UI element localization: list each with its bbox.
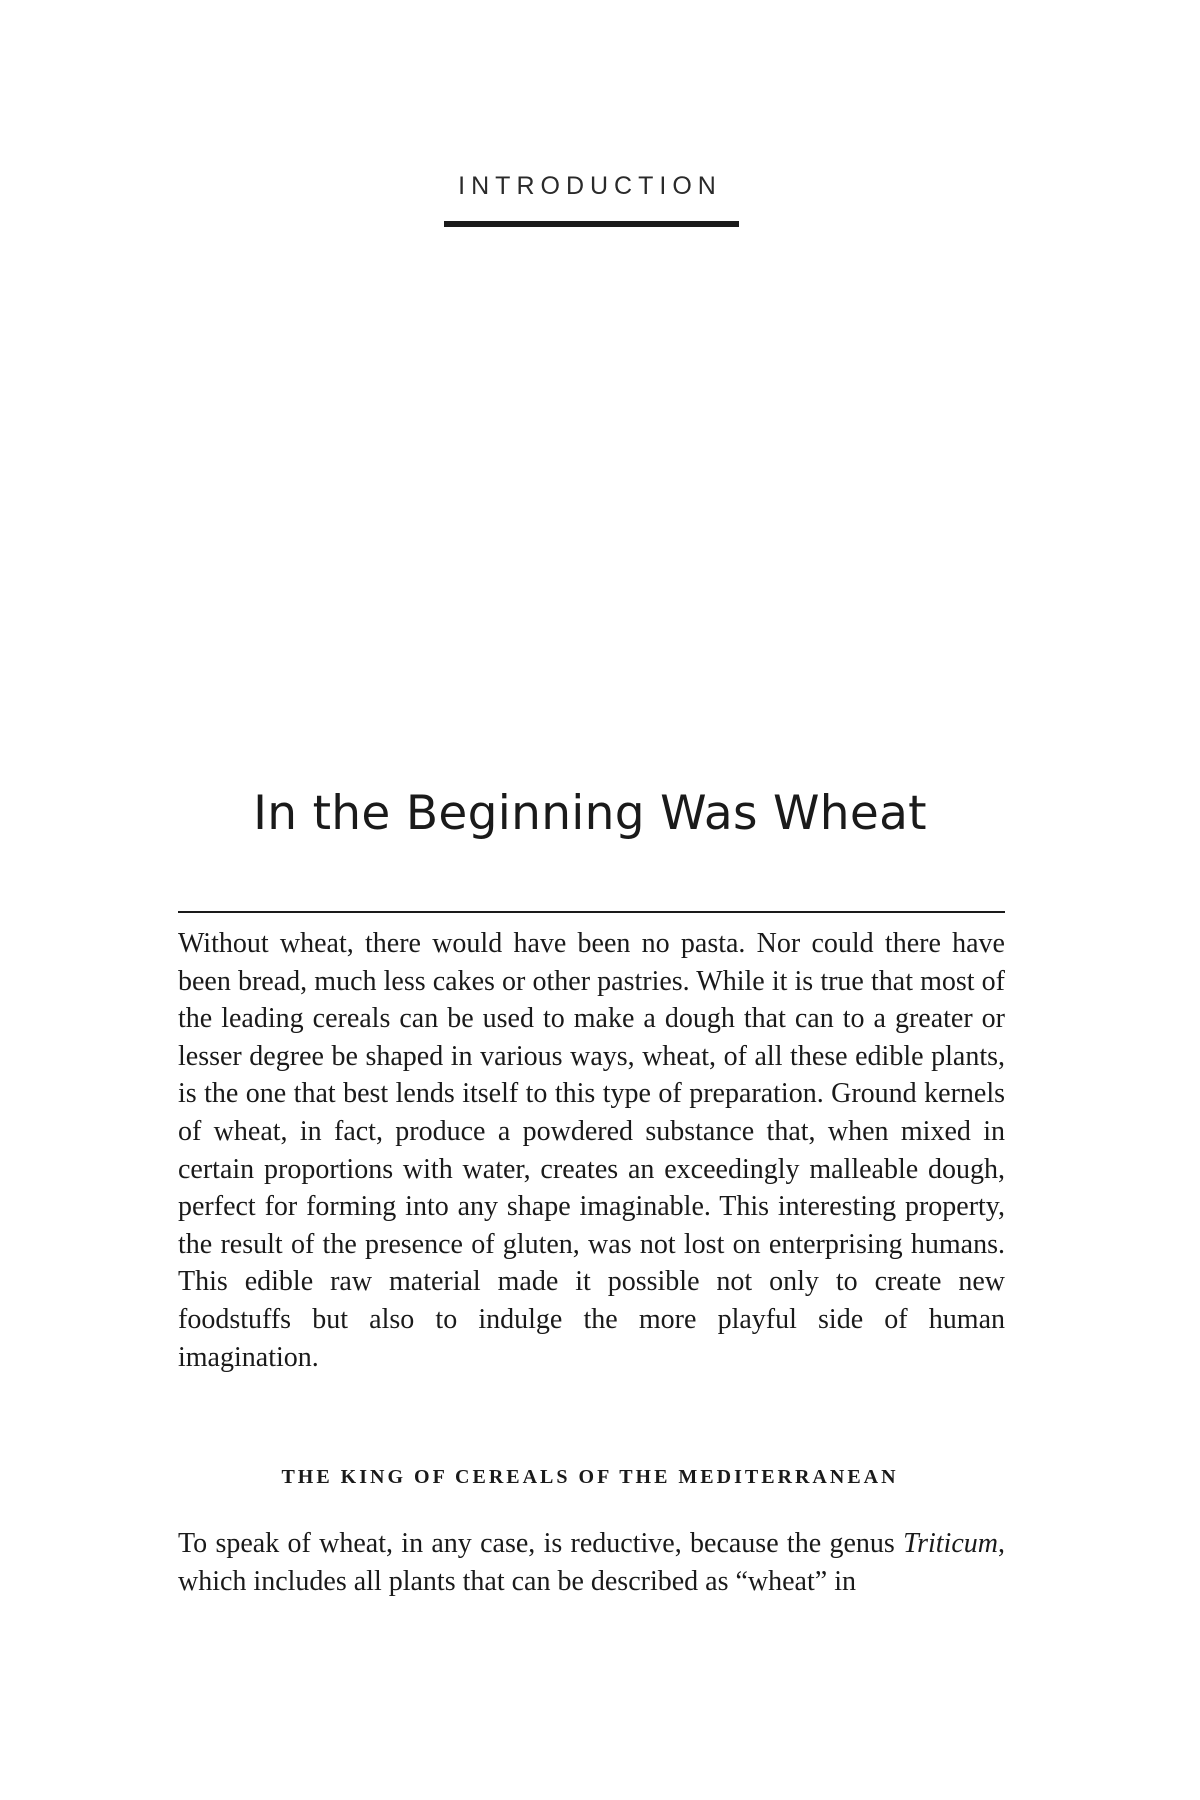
paragraph-2-text-start: To speak of wheat, in any case, is reductive, because the genus [178,1528,904,1559]
paragraph-2-text-end: , which includes all plants that can be described as “wheat” in [178,1528,1005,1597]
kicker-underline-rule [444,221,739,227]
body-paragraph-1: Without wheat, there would have been no pasta. Nor could there have been bread, much less cakes or other pastries. While it is true that most of the leading cereals can be used to make a dough that can to a greater or lesser degree be shaped in various ways, wheat, of all these edible plants, is the one that best lends itself to this type of preparation. Ground kernels of wheat, in fact, produce a powdered substance that, when mixed in certain proportions with water, creates an exceedingly malleable dough, perfect for forming into any shape imaginable. This interesting property, the result of the presence of gluten, was not lost on enterprising humans. This edible raw material made it possible not only to create new foodstuffs but also to indulge the more playful side of human imagination. [178,928,1005,1373]
body-paragraph-2 [178,1525,1005,1600]
title-divider-rule [178,911,1005,913]
genus-name-italic: Triticum [903,1528,998,1559]
chapter-kicker: INTRODUCTION [458,172,722,200]
section-heading: THE KING OF CEREALS OF THE MEDITERRANEAN [281,1466,899,1488]
chapter-title: In the Beginning Was Wheat [253,786,927,841]
